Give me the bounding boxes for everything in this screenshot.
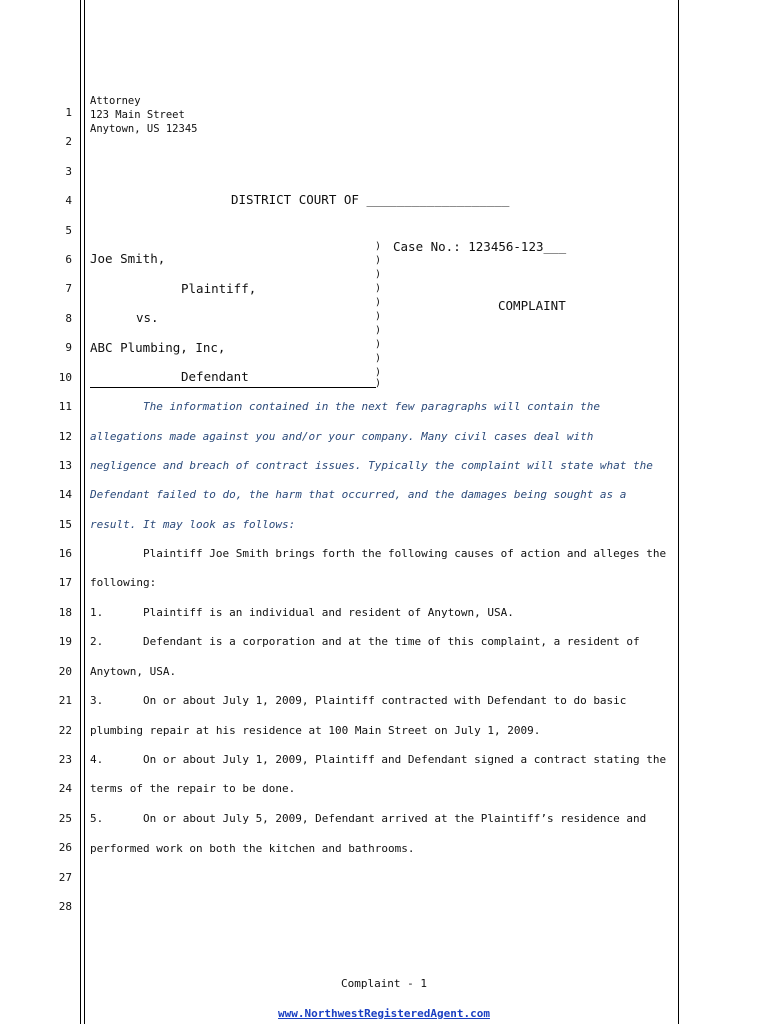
body-line: Plaintiff Joe Smith brings forth the following causes of action and alleges the (90, 547, 667, 560)
line-number: 10 (58, 371, 72, 384)
line-number: 2 (65, 135, 72, 148)
intro-line: negligence and breach of contract issues. Typically the complaint will state what the (90, 459, 653, 472)
line-number: 1 (65, 106, 72, 119)
right-margin-rule (678, 0, 679, 1024)
line-number: 5 (65, 224, 72, 237)
line-number: 18 (58, 606, 72, 619)
intro-line: The information contained in the next few paragraphs will contain the (90, 400, 600, 413)
line-number: 27 (58, 871, 72, 884)
line-number: 22 (58, 724, 72, 737)
line-number: 17 (58, 576, 72, 589)
intro-line: Defendant failed to do, the harm that occurred, and the damages being sought as a (90, 488, 627, 501)
defendant-name: ABC Plumbing, Inc, (90, 340, 226, 355)
body-line: 3. On or about July 1, 2009, Plaintiff contracted with Defendant to do basic (90, 694, 627, 707)
caption-underline (90, 387, 376, 388)
body-line: 2. Defendant is a corporation and at the time of this complaint, a resident of (90, 635, 640, 648)
left-margin-rule-outer (80, 0, 81, 1024)
body-line: terms of the repair to be done. (90, 782, 296, 795)
line-number: 25 (58, 812, 72, 825)
page-footer-label: Complaint - 1 (340, 977, 428, 990)
line-number: 24 (58, 782, 72, 795)
body-line: following: (90, 576, 157, 589)
court-heading: DISTRICT COURT OF ___________________ (231, 192, 510, 207)
body-line: plumbing repair at his residence at 100 Main Street on July 1, 2009. (90, 724, 541, 737)
line-number: 14 (58, 488, 72, 501)
plaintiff-name: Joe Smith, (90, 251, 166, 266)
attorney-name: Attorney (90, 95, 141, 107)
document-type: COMPLAINT (498, 298, 566, 313)
line-number: 28 (58, 900, 72, 913)
line-number: 20 (58, 665, 72, 678)
line-number: 21 (58, 694, 72, 707)
line-number: 23 (58, 753, 72, 766)
attorney-city: Anytown, US 12345 (90, 123, 198, 135)
intro-line: allegations made against you and/or your company. Many civil cases deal with (90, 430, 594, 443)
line-number: 7 (65, 282, 72, 295)
line-number: 4 (65, 194, 72, 207)
line-number: 13 (58, 459, 72, 472)
body-line: 4. On or about July 1, 2009, Plaintiff and Defendant signed a contract stating the (90, 753, 667, 766)
line-number: 12 (58, 430, 72, 443)
line-number: 8 (65, 312, 72, 325)
intro-line: result. It may look as follows: (90, 518, 296, 531)
northwest-link[interactable]: www.NorthwestRegisteredAgent.com (278, 1007, 490, 1020)
body-line: performed work on both the kitchen and bathrooms. (90, 842, 415, 855)
defendant-label: Defendant (181, 369, 249, 384)
line-number: 16 (58, 547, 72, 560)
line-number: 9 (65, 341, 72, 354)
case-number: Case No.: 123456-123___ (393, 239, 567, 254)
body-line: 5. On or about July 5, 2009, Defendant arrived at the Plaintiff’s residence and (90, 812, 647, 825)
attorney-street: 123 Main Street (90, 109, 185, 121)
line-number: 15 (58, 518, 72, 531)
line-number: 11 (58, 400, 72, 413)
page-footer-link-wrap (0, 1007, 768, 1020)
body-line: 1. Plaintiff is an individual and resident of Anytown, USA. (90, 606, 514, 619)
left-margin-rule-inner (84, 0, 85, 1024)
line-number: 19 (58, 635, 72, 648)
line-number: 6 (65, 253, 72, 266)
line-number: 26 (58, 841, 72, 854)
versus-label: vs. (136, 310, 159, 325)
body-line: Anytown, USA. (90, 665, 177, 678)
plaintiff-label: Plaintiff, (181, 281, 257, 296)
line-number: 3 (65, 165, 72, 178)
